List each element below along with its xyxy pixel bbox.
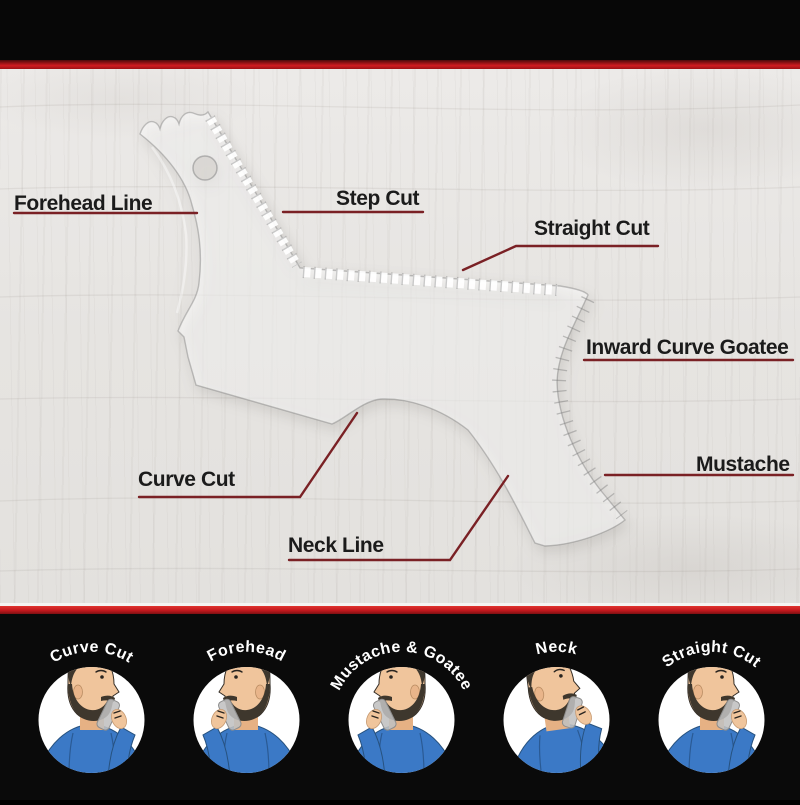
top-black-bar: [0, 0, 800, 60]
bottom-red-stripe: [0, 606, 800, 614]
callout-inward-curve-goatee: Inward Curve Goatee: [586, 336, 789, 359]
callout-curve-cut: Curve Cut: [138, 468, 235, 491]
usage-badges-row: [0, 614, 800, 800]
callout-mustache: Mustache: [696, 453, 790, 476]
badge-label: Straight Cut: [659, 638, 764, 672]
top-red-stripe: [0, 60, 800, 69]
usage-badge-forehead: [169, 614, 324, 800]
badge-label: Neck: [534, 638, 580, 659]
usage-badge-curve-cut: [14, 614, 169, 800]
badge-label: Mustache & Goatee: [327, 638, 476, 694]
usage-badge-straight-cut: [634, 614, 789, 800]
callout-step-cut: Step Cut: [336, 187, 420, 210]
usage-badge-mustache-goatee: [324, 614, 479, 800]
badge-label: Curve Cut: [47, 638, 137, 667]
callout-straight-cut: Straight Cut: [534, 217, 650, 240]
callout-neck-line: Neck Line: [288, 534, 384, 557]
wood-background: [0, 69, 800, 603]
usage-badge-neck: [479, 614, 634, 800]
badge-label: Forehead: [204, 638, 289, 666]
callout-forehead-line: Forehead Line: [14, 192, 153, 215]
